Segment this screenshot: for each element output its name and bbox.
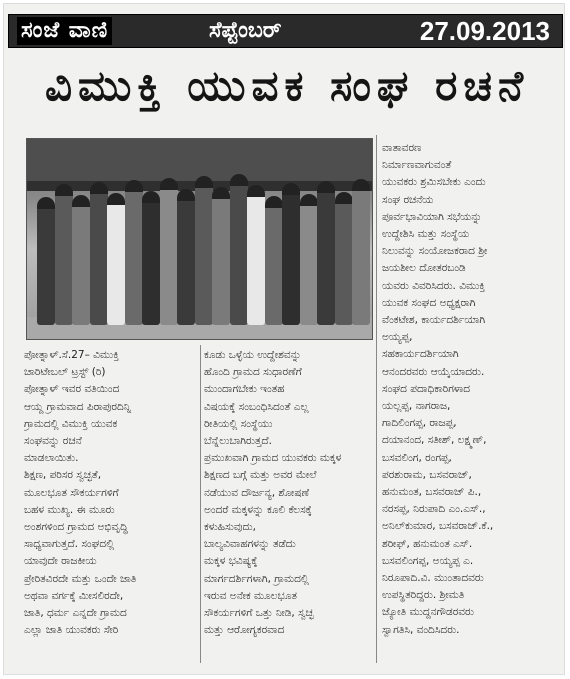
person-figure xyxy=(317,181,335,325)
person-figure xyxy=(352,179,370,325)
issue-month: ಸೆಪ್ಟೆಂಬರ್ xyxy=(209,18,282,43)
person-figure xyxy=(160,178,178,325)
person-figure xyxy=(335,192,353,325)
article-line: ಉಪಸ್ಥಿತರಿದ್ದರು. ಶ್ರೀಮತಿ xyxy=(382,589,465,602)
article-line: ನಿಲುವನ್ನು ಸಂಯೋಜಕರಾದ ಶ್ರೀ xyxy=(382,245,488,258)
article-line: ಸಂಘವನ್ನು ರಚನೆ xyxy=(24,435,82,448)
column-left xyxy=(24,347,196,639)
article-line: ಚಾರಿಟೇಬಲ್ ಟ್ರಸ್ಟ್ (ರಿ) xyxy=(24,366,106,379)
article-line: ದಯಾನಂದ, ಸತೀಶ್, ಲಕ್ಷ್ಮಣ್, xyxy=(382,434,487,447)
person-figure xyxy=(230,174,248,325)
article-line: ವಿಷಯಕ್ಕೆ ಸಂಬಂಧಿಸಿದಂತೆ ಎಲ್ಲ xyxy=(204,400,309,413)
person-figure xyxy=(247,185,265,325)
article-line: ಹೊಂದಿ ಗ್ರಾಮದ ಸುಧಾರಣೆಗೆ xyxy=(204,366,302,379)
group-photo xyxy=(26,138,373,340)
article-line: ಬಸವಲಿಂಗಪ್ಪ, ಅಯ್ಯಪ್ಪ ಎ. xyxy=(382,554,474,567)
article-line: ಯುವಕರು ಶ್ರಮಿಸಬೇಕು ಎಂದು xyxy=(382,176,486,189)
article-line: ಸೌಕರ್ಯಗಳಿಗೆ ಒತ್ತು ನೀಡಿ, ಸ್ವಚ್ಛ xyxy=(204,607,314,620)
article-line: ಉದ್ದೇಶಿಸಿ ಮತ್ತು ಸಂಸ್ಥೆಯ xyxy=(382,228,470,241)
person-figure xyxy=(300,194,318,325)
article-line: ಯಾವುದೇ ರಾಜಕೀಯ xyxy=(24,555,97,568)
article-line: ಮತ್ತು ಆರೋಗ್ಯಕರವಾದ xyxy=(204,624,285,637)
article-line: ಆನಂದರವರು ಆಯ್ಕೆಯಾದರು. xyxy=(382,365,485,378)
person-figure xyxy=(177,189,195,325)
column-divider xyxy=(376,135,377,663)
person-figure xyxy=(37,197,55,325)
article-line: ನಿರ್ಮಾಣವಾಗುವಂತೆ xyxy=(382,159,452,172)
article-line: ಜಯಶೀಲ ದೋತರಬಂಡಿ xyxy=(382,262,466,275)
article-line: ಪ್ರಮುಖವಾಗಿ ಗ್ರಾಮದ ಯುವಕರು ಮಕ್ಕಳ xyxy=(204,452,342,465)
person-figure xyxy=(125,180,143,325)
article-line: ಶಿಕ್ಷಣ, ಪರಿಸರ ಸ್ವಚ್ಛತೆ, xyxy=(24,469,102,482)
article-line: ಸಾಧ್ಯವಾಗುತ್ತದೆ. ಸಂಘದಲ್ಲಿ xyxy=(24,538,115,551)
photo-wall xyxy=(27,139,372,181)
article-line: ಅಥವಾ ವರ್ಗಕ್ಕೆ ಮೀಸಲಿರದೇ, xyxy=(24,589,124,602)
article-line: ಪೋತ್ನಾಳ್.ಸೆ.27– ವಿಮುಕ್ತಿ xyxy=(24,349,120,361)
person-figure xyxy=(55,184,73,325)
article-line: ವೆಂಕಟೇಶ, ಕಾರ್ಯದರ್ಶಿಯಾಗಿ xyxy=(382,314,486,327)
article-line: ಅಂಶಗಳಿಂದ ಗ್ರಾಮದ ಅಭಿವೃದ್ಧಿ xyxy=(24,521,128,534)
article-line: ಮಾರ್ಗದರ್ಶಿಗಳಾಗಿ, ಗ್ರಾಮದಲ್ಲಿ xyxy=(204,572,309,585)
article-line: ಶಿಕ್ಷಣದ ಬಗ್ಗೆ ಮತ್ತು ಅವರ ಮೇಲೆ xyxy=(204,469,317,482)
article-line: ಆಯ್ದ ಗ್ರಾಮವಾದ ಪಿರಾಪುರದಿನ್ನಿ xyxy=(24,400,132,413)
person-figure xyxy=(90,182,108,325)
article-line: ಯುವಕ ಸಂಘದ ಅಧ್ಯಕ್ಷರಾಗಿ xyxy=(382,296,476,309)
article-line: ಮಾಡಲಾಯಿತು. xyxy=(24,452,79,465)
column-divider xyxy=(200,345,201,663)
person-figure xyxy=(212,187,230,325)
article-line: ಸಂಘ ರಚನೆಯ xyxy=(382,193,434,206)
article-line: ಅನಿಲ್‌ಕುಮಾರ, ಬಸವರಾಜ್.ಕೆ., xyxy=(382,520,494,533)
article-line: ವಾತಾವರಣ xyxy=(382,142,422,154)
article-line: ಎಲ್ಲಾ ಜಾತಿ ಯುವಕರು ಸೇರಿ xyxy=(24,624,119,637)
article-line: ಅಯ್ಯಪ್ಪ, xyxy=(382,331,413,344)
issue-date: 27.09.2013 xyxy=(419,16,550,46)
column-right xyxy=(382,140,558,639)
person-figure xyxy=(195,176,213,325)
article-line: ಯಲ್ಲಪ್ಪ, ನಾಗರಾಜ, xyxy=(382,400,451,413)
article-line: ಪೋತ್ನಾಳ್ ಇವರ ವತಿಯಿಂದ xyxy=(24,383,120,396)
person-figure xyxy=(265,196,283,325)
article-line: ಗಾದಿಲಿಂಗಪ್ಪ, ರಾಜಪ್ಪ, xyxy=(382,417,457,430)
article-line: ಪ್ರೇರಿತವಿರದೇ ಮತ್ತು ಒಂದೇ ಜಾತಿ xyxy=(24,572,137,585)
article-line: ಕೂಡು ಒಳ್ಳೆಯ ಉದ್ದೇಶವನ್ನು xyxy=(204,349,302,361)
column-middle xyxy=(204,347,374,639)
article-line: ಜ್ಯೋತಿ ಮುದ್ದನಗೌಡರವರು xyxy=(382,606,474,619)
article-line: ಇರುವ ಅನೇಕ ಮೂಲಭೂತ xyxy=(204,589,297,602)
person-figure xyxy=(72,195,90,325)
article-line: ಬೆನ್ನೆಲುಬಾಗಿರುತ್ತದೆ. xyxy=(204,435,272,448)
article-line: ರೀತಿಯಲ್ಲಿ ಸಂಸ್ಥೆಯು xyxy=(204,417,273,430)
article-line: ನಿರೂಪಾದಿ.ವಿ. ಮುಂತಾದವರು xyxy=(382,572,484,585)
paper-name: ಸಂಜೆ ವಾಣಿ xyxy=(17,17,112,45)
article-line: ಅಂದರೆ ಮಕ್ಕಳನ್ನು ಕೂಲಿ ಕೆಲಸಕ್ಕೆ xyxy=(204,503,312,516)
article-line: ಸಹಕಾರ್ಯದರ್ಶಿಯಾಗಿ xyxy=(382,348,459,361)
article-line: ಬಸವಲಿಂಗ, ರಂಗಪ್ಪ, xyxy=(382,451,452,464)
person-figure xyxy=(142,191,160,325)
article-line: ಮುಂದಾಗಬೇಕು ಇಂತಹ xyxy=(204,383,285,396)
article-line: ಮೂಲಭೂತ ಸೌಕರ್ಯಗಳಿಗೆ xyxy=(24,486,119,499)
article-line: ಸ್ವಾಗತಿಸಿ, ವಂದಿಸಿದರು. xyxy=(382,623,460,636)
person-figure xyxy=(107,193,125,325)
article-line: ಮಕ್ಕಳ ಭವಿಷ್ಯಕ್ಕೆ xyxy=(204,555,258,568)
article-line: ಬಾಲ್ಯವಿವಾಹಗಳನ್ನು ತಡೆದು xyxy=(204,538,296,551)
article-line: ಹನುಮಂತ, ಬಸವರಾಜ್ ಪಿ., xyxy=(382,486,482,499)
person-figure xyxy=(282,183,300,325)
headline: ವಿಮುಕ್ತಿ ಯುವಕ ಸಂಘ ರಚನೆ xyxy=(44,61,530,110)
article-line: ಗ್ರಾಮದಲ್ಲಿ ವಿಮುಕ್ತಿ ಯುವಕ xyxy=(24,417,118,430)
article-line: ಪೂರ್ವಭಾವಿಯಾಗಿ ಸಭೆಯನ್ನು xyxy=(382,210,482,223)
article-line: ಸಂಘದ ಪದಾಧಿಕಾರಿಗಳಾದ xyxy=(382,382,471,395)
article-line: ನಡೆಯುವ ದೌರ್ಜನ್ಯ, ಶೋಷಣೆ xyxy=(204,486,310,499)
article-line: ನರಸಪ್ಪ, ನಿರುಪಾದಿ ಎಂ.ಎಸ್., xyxy=(382,503,486,516)
article-line: ಯವರು ವಿವರಿಸಿದರು. ವಿಮುಕ್ತಿ xyxy=(382,279,486,292)
article-line: ಬಹಳ ಮುಖ್ಯ. ಈ ಮೂರು xyxy=(24,503,115,516)
article-line: ಪರಶುರಾಮ, ಬಸವರಾಜ್, xyxy=(382,468,472,481)
article-line: ಶರೀಫ್, ಹನುಮಂತ ಎಸ್. xyxy=(382,537,473,550)
article-line: ಜಾತಿ, ಧರ್ಮ ಎನ್ನದೇ ಗ್ರಾಮದ xyxy=(24,607,127,620)
article-line: ಕಳುಹಿಸುವುದು, xyxy=(204,521,256,534)
masthead xyxy=(8,14,563,48)
